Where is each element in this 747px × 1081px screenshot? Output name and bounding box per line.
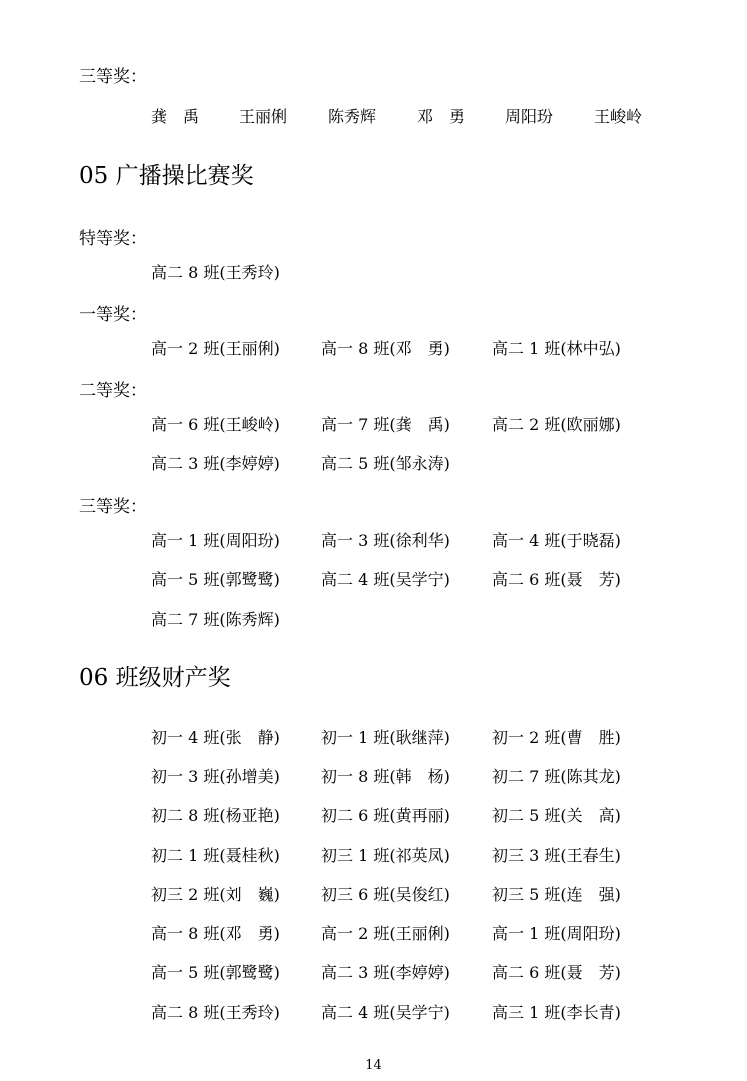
award-entry: 高一 1 班(周阳玢) xyxy=(492,924,621,943)
award-entry: 初三 2 班(刘 巍) xyxy=(151,885,280,904)
section-heading-05: 05 广播操比赛奖 xyxy=(79,163,254,189)
award-entry: 初一 4 班(张 静) xyxy=(151,728,280,747)
third-prize-label-sec05: 三等奖： xyxy=(79,497,147,517)
special-prize-label: 特等奖： xyxy=(79,229,147,249)
award-name: 周阳玢 xyxy=(505,107,554,126)
award-entry: 高一 8 班(邓 勇) xyxy=(151,924,280,943)
award-entry: 初一 3 班(孙增美) xyxy=(151,767,280,786)
award-entry: 初三 6 班(吴俊红) xyxy=(321,885,450,904)
award-entry: 初二 1 班(聂桂秋) xyxy=(151,846,280,865)
award-entry: 初一 8 班(韩 杨) xyxy=(321,767,450,786)
award-entry: 高二 3 班(李婷婷) xyxy=(321,963,450,982)
award-entry: 高一 2 班(王丽俐) xyxy=(151,339,280,358)
first-prize-label: 一等奖： xyxy=(79,305,147,325)
award-name: 王丽俐 xyxy=(239,107,288,126)
award-entry: 初二 7 班(陈其龙) xyxy=(492,767,621,786)
award-entry: 初一 2 班(曹 胜) xyxy=(492,728,621,747)
award-entry: 高一 5 班(郭鹭鹭) xyxy=(151,963,280,982)
award-entry: 高二 1 班(林中弘) xyxy=(492,339,621,358)
award-entry: 高二 7 班(陈秀辉) xyxy=(151,610,280,629)
award-entry: 高三 1 班(李长青) xyxy=(492,1003,621,1022)
second-prize-label: 二等奖： xyxy=(79,381,147,401)
award-entry: 高二 6 班(聂 芳) xyxy=(492,570,621,589)
award-entry: 初一 1 班(耿继萍) xyxy=(321,728,450,747)
award-name: 陈秀辉 xyxy=(328,107,377,126)
award-entry: 初三 3 班(王春生) xyxy=(492,846,621,865)
award-entry: 高一 5 班(郭鹭鹭) xyxy=(151,570,280,589)
award-entry: 高二 4 班(吴学宁) xyxy=(321,1003,450,1022)
award-entry: 初三 1 班(祁英凤) xyxy=(321,846,450,865)
award-entry: 高一 3 班(徐利华) xyxy=(321,531,450,550)
award-entry: 高二 8 班(王秀玲) xyxy=(151,263,280,282)
award-name: 王峻岭 xyxy=(594,107,643,126)
award-entry: 高一 7 班(龚 禹) xyxy=(321,415,450,434)
award-entry: 初二 6 班(黄再丽) xyxy=(321,806,450,825)
award-entry: 高一 6 班(王峻岭) xyxy=(151,415,280,434)
award-entry: 高一 4 班(于晓磊) xyxy=(492,531,621,550)
award-entry: 高一 1 班(周阳玢) xyxy=(151,531,280,550)
third-prize-label-sec04: 三等奖： xyxy=(79,67,147,87)
award-entry: 初三 5 班(连 强) xyxy=(492,885,621,904)
award-entry: 高二 6 班(聂 芳) xyxy=(492,963,621,982)
award-entry: 高一 2 班(王丽俐) xyxy=(321,924,450,943)
award-entry: 高二 5 班(邹永涛) xyxy=(321,454,450,473)
award-entry: 初二 8 班(杨亚艳) xyxy=(151,806,280,825)
award-entry: 高二 3 班(李婷婷) xyxy=(151,454,280,473)
award-entry: 初二 5 班(关 高) xyxy=(492,806,621,825)
award-entry: 高二 8 班(王秀玲) xyxy=(151,1003,280,1022)
award-entry: 高一 8 班(邓 勇) xyxy=(321,339,450,358)
section-heading-06: 06 班级财产奖 xyxy=(79,665,231,691)
award-name: 邓 勇 xyxy=(417,107,466,126)
award-name: 龚 禹 xyxy=(151,107,200,126)
award-entry: 高二 2 班(欧丽娜) xyxy=(492,415,621,434)
award-entry: 高二 4 班(吴学宁) xyxy=(321,570,450,589)
page-number: 14 xyxy=(365,1058,382,1073)
